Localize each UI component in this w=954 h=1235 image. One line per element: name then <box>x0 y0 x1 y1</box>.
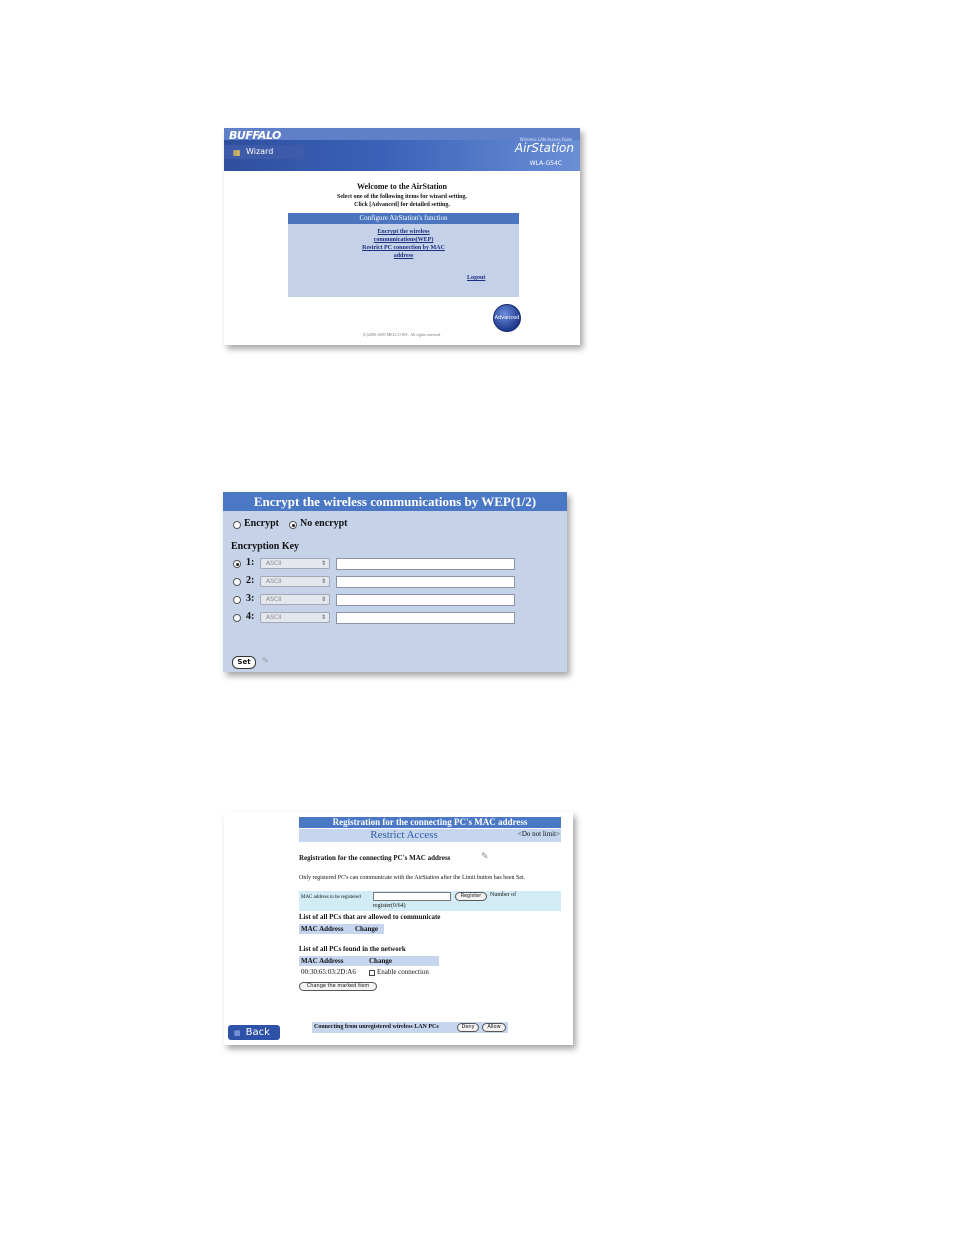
key-1-radio[interactable] <box>233 560 241 568</box>
mac-description: Only registered PC's can communicate with the AirStation after the Limit button has been Set. <box>299 875 526 881</box>
encrypt-radio[interactable] <box>233 521 241 529</box>
model-name: WLA-G54C <box>529 160 562 167</box>
key-2-input[interactable] <box>336 576 515 588</box>
select-arrows-icon: ⇕ <box>320 614 326 621</box>
deny-button[interactable]: Deny <box>457 1023 479 1032</box>
select-arrows-icon: ⇕ <box>320 560 326 567</box>
key-3-format-value: ASCII <box>266 596 282 603</box>
allow-button[interactable]: Allow <box>482 1023 506 1032</box>
key-1-input[interactable] <box>336 558 515 570</box>
mac-section-title: Registration for the connecting PC's MAC address <box>299 854 451 862</box>
advanced-button[interactable]: Advanced <box>493 304 521 332</box>
mac-restrict-link[interactable]: Restrict PC connection by MAC <box>362 245 445 251</box>
key-3-radio[interactable] <box>233 596 241 604</box>
mac-field-label: MAC address to be registered <box>301 895 361 900</box>
key-3-format-select[interactable] <box>260 594 330 605</box>
mac-address-input[interactable] <box>373 892 451 901</box>
allowed-col-change: Change <box>355 925 378 933</box>
key-3-label: 3: <box>246 593 255 604</box>
enable-connection-label: Enable connection <box>377 968 429 976</box>
found-col-mac: MAC Address <box>301 957 344 965</box>
allowed-col-mac: MAC Address <box>301 925 344 933</box>
product-subtitle: Wireless LAN Access Point <box>519 137 572 142</box>
set-button[interactable]: Set <box>232 656 256 669</box>
register-button[interactable]: Register <box>455 892 487 901</box>
allowed-table-header <box>299 924 384 934</box>
logout-link[interactable]: Logout <box>467 275 486 281</box>
wep-link-line2[interactable]: communications(WEP) <box>373 237 434 243</box>
table-row <box>299 968 459 978</box>
encrypt-label: Encrypt <box>244 518 279 529</box>
back-button[interactable] <box>228 1025 280 1040</box>
wizard-screenshot <box>224 128 580 345</box>
mac-screenshot <box>224 812 573 1045</box>
register-count: register(0/64) <box>373 903 406 909</box>
restrict-status: <Do not limit> <box>517 830 560 838</box>
key-4-label: 4: <box>246 611 255 622</box>
wep-link[interactable]: Encrypt the wireless <box>377 229 430 235</box>
found-mac-address: 00:30:65:03:2D:A6 <box>301 968 356 976</box>
grid-icon: ▦ <box>234 1029 241 1037</box>
key-3-input[interactable] <box>336 594 515 606</box>
key-2-format-select[interactable] <box>260 576 330 587</box>
select-arrows-icon: ⇕ <box>320 578 326 585</box>
found-list-heading: List of all PCs found in the network <box>299 945 406 953</box>
key-4-format-select[interactable] <box>260 612 330 623</box>
unregistered-label: Connecting from unregistered wireless LAN PCs <box>314 1024 439 1030</box>
key-1-format-select[interactable] <box>260 558 330 569</box>
key-2-format-value: ASCII <box>266 578 282 585</box>
key-1-label: 1: <box>246 557 255 568</box>
wizard-tab-label: Wizard <box>246 147 274 156</box>
grid-icon: ▦ <box>233 148 241 157</box>
instruction-line-2: Click [Advanced] for detailed setting. <box>354 202 450 208</box>
found-col-change: Change <box>369 957 392 965</box>
copyright: (C)2000-2003 MELCO INC. All rights reserved. <box>362 332 442 337</box>
no-encrypt-label: No encrypt <box>300 518 348 529</box>
key-1-format-value: ASCII <box>266 560 282 567</box>
key-2-radio[interactable] <box>233 578 241 586</box>
wep-title: Encrypt the wireless communications by WEP(1/2) <box>223 492 567 511</box>
mac-header: Registration for the connecting PC's MAC address <box>299 817 561 828</box>
key-2-label: 2: <box>246 575 255 586</box>
function-panel <box>288 213 519 297</box>
no-encrypt-radio[interactable] <box>289 521 297 529</box>
enable-connection-checkbox[interactable] <box>369 970 375 976</box>
change-marked-button[interactable]: Change the marked item <box>299 982 377 991</box>
allowed-list-heading: List of all PCs that are allowed to communicate <box>299 913 441 921</box>
key-4-radio[interactable] <box>233 614 241 622</box>
back-label: Back <box>245 1027 270 1038</box>
mac-restrict-link-line2[interactable]: address <box>393 253 414 259</box>
buffalo-logo: BUFFALO <box>229 129 281 142</box>
found-table-header <box>299 956 439 966</box>
number-of-label: Number of <box>490 892 517 898</box>
function-panel-header: Configure AirStation's function <box>288 213 519 224</box>
restrict-access-title: Restrict Access <box>370 829 438 841</box>
encryption-key-heading: Encryption Key <box>231 541 300 552</box>
key-4-format-value: ASCII <box>266 614 282 621</box>
help-question-icon[interactable]: ✎ <box>262 656 269 665</box>
instruction-line-1: Select one of the following items for wizard setting. <box>336 194 468 200</box>
help-question-icon[interactable]: ✎ <box>481 852 489 862</box>
welcome-title: Welcome to the AirStation <box>357 182 447 191</box>
select-arrows-icon: ⇕ <box>320 596 326 603</box>
mac-register-form <box>299 891 561 911</box>
restrict-access-bar <box>299 829 561 842</box>
airstation-logo: AirStation <box>514 141 574 155</box>
key-4-input[interactable] <box>336 612 515 624</box>
wep-screenshot <box>223 492 567 672</box>
